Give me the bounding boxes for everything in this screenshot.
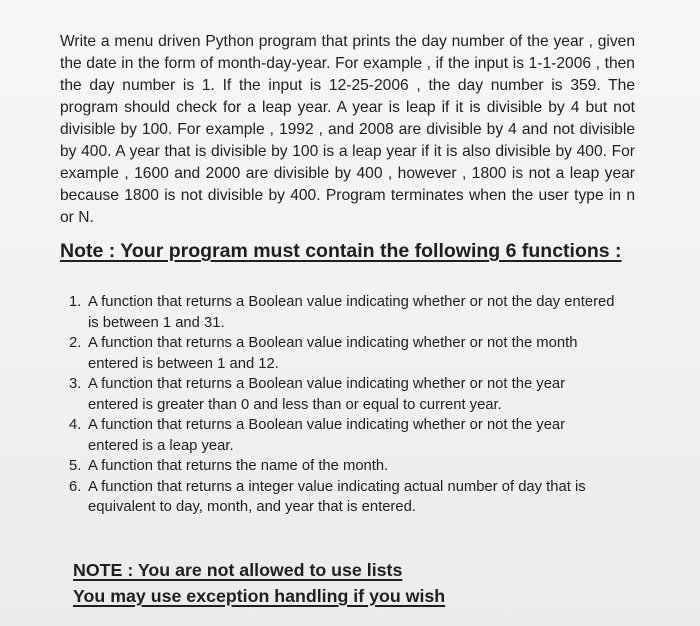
list-item xyxy=(58,333,618,374)
list-item-number: 5. xyxy=(69,458,82,474)
list-item-number: 2. xyxy=(69,335,82,351)
list-item xyxy=(58,456,618,477)
list-item-number: 3. xyxy=(69,376,82,392)
functions-note-heading: Note : Your program must contain the following 6 functions : xyxy=(60,240,622,262)
list-item-text: A function that returns the name of the month. xyxy=(88,458,389,474)
problem-description: Write a menu driven Python program that prints the day number of the year , given the date in the form of month-day-year. For example , if the input is 1-1-2006 , then the day number is 1. If the input is 12-25-2006 , the day number is 359. The program should check for a leap year. A year is leap if it is divisible by 4 but not divisible by 100. For example , 1992 , and 2008 are divisible by 4 and not divisible by 400. A year that is divisible by 100 is a leap year if it is also divisible by 400. For example , 1600 and 2000 are divisible by 400 , however , 1800 is not a leap year because 1800 is not divisible by 400. Program terminates when the user type in n or N. xyxy=(60,33,635,226)
footer-notes xyxy=(73,557,445,609)
list-item-text: A function that returns a integer value indicating actual number of day that is equivalent to day, month, and year that is entered. xyxy=(88,478,586,515)
list-item-number: 1. xyxy=(69,294,82,310)
list-item-text: A function that returns a Boolean value indicating whether or not the month entered is between 1 and 12. xyxy=(88,335,578,372)
list-item xyxy=(58,374,618,415)
exception-handling-note: You may use exception handling if you wish xyxy=(73,586,446,606)
list-item-text: A function that returns a Boolean value indicating whether or not the year entered is a leap year. xyxy=(88,417,566,454)
list-item-text: A function that returns a Boolean value indicating whether or not the year entered is greater than 0 and less than or equal to current year. xyxy=(88,376,566,413)
no-lists-note: NOTE : You are not allowed to use lists xyxy=(73,560,403,580)
list-item xyxy=(58,292,618,333)
list-item-number: 4. xyxy=(69,417,82,433)
function-requirements-list xyxy=(58,292,618,518)
list-item-number: 6. xyxy=(69,478,82,495)
list-item xyxy=(58,415,618,456)
list-item xyxy=(58,477,618,518)
list-item-text: A function that returns a Boolean value indicating whether or not the day entered is between 1 and 31. xyxy=(88,294,615,331)
